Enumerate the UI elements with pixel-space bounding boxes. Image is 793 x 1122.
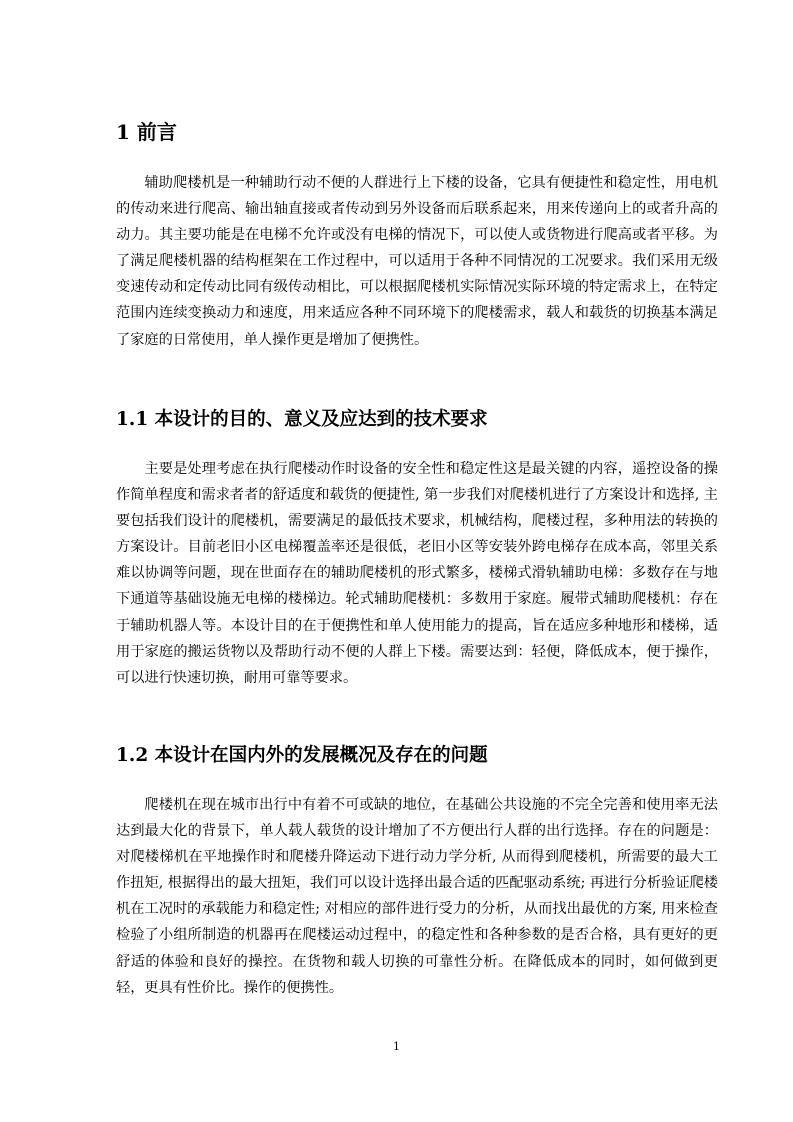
- section-1-1-paragraph: 主要是处理考虑在执行爬楼动作时设备的安全性和稳定性这是最关键的内容，遥控设备的操作简单程度和需求者者的舒适度和载货的便捷性, 第一步我们对爬楼机进行了方案设计和选择, 主要包括我们设计的爬楼机，需要满足的最低技术要求，机械结构，爬楼过程，多种用法的转换的方案设计。目前老旧小区电梯覆盖率还是很低，老旧小区等安装外跨电梯存在成本高，邻里关系难以协调等问题，现在世面存在的辅助爬楼机的形式繁多，楼梯式滑轨辅助电梯：多数存在与地下通道等基础设施无电梯的楼梯边。轮式辅助爬楼机：多数用于家庭。履带式辅助爬楼机：存在于辅助机器人等。本设计目的在于便携性和单人使用能力的提高，旨在适应多种地形和楼梯，适用于家庭的搬运货物以及帮助行动不便的人群上下楼。需要达到：轻便，降低成本，便于操作，可以进行快速切换，耐用可靠等要求。: [116, 461, 718, 686]
- section-heading-preface: 1 前言: [116, 120, 177, 144]
- section-heading-1-1: 1.1 本设计的目的、意义及应达到的技术要求: [116, 409, 488, 430]
- preface-paragraph: 辅助爬楼机是一种辅助行动不便的人群进行上下楼的设备，它具有便捷性和稳定性，用电机的传动来进行爬高、输出轴直接或者传动到另外设备而后联系起来，用来传递向上的或者升高的动力。其主要功能是在电梯不允许或没有电梯的情况下，可以使人或货物进行爬高或者平移。为了满足爬楼机器的结构框架在工作过程中，可以适用于各种不同情况的工况要求。我们采用无级变速传动和定传动比同有级传动相比，可以根据爬楼机实际情况实际环境的特定需求上，在特定范围内连续变换动力和速度，用来适应各种不同环境下的爬楼需求，载人和载货的切换基本满足了家庭的日常使用，单人操作更是增加了便携性。: [116, 175, 718, 348]
- page-number: 1: [393, 1040, 400, 1053]
- section-heading-1-2: 1.2 本设计在国内外的发展概况及存在的问题: [116, 745, 488, 766]
- section-1-2-paragraph: 爬楼机在现在城市出行中有着不可或缺的地位，在基础公共设施的不完全完善和使用率无法达到最大化的背景下，单人载人载货的设计增加了不方便出行人群的出行选择。存在的问题是：对爬楼梯机在平地操作时和爬楼升降运动下进行动力学分析, 从而得到爬楼机，所需要的最大工作扭矩, 根据得出的最大扭矩，我们可以设计选择出最合适的匹配驱动系统; 再进行分析验证爬楼机在工况时的承载能力和稳定性; 对相应的部件进行受力的分析，从而找出最优的方案, 用来检查检验了小组所制造的机器再在爬楼运动过程中，的稳定性和各种参数的是否合格，具有更好的更舒适的体验和良好的操控。在货物和载人切换的可靠性分析。在降低成本的同时，如何做到更轻，更具有性价比。操作的便携性。: [116, 797, 718, 996]
